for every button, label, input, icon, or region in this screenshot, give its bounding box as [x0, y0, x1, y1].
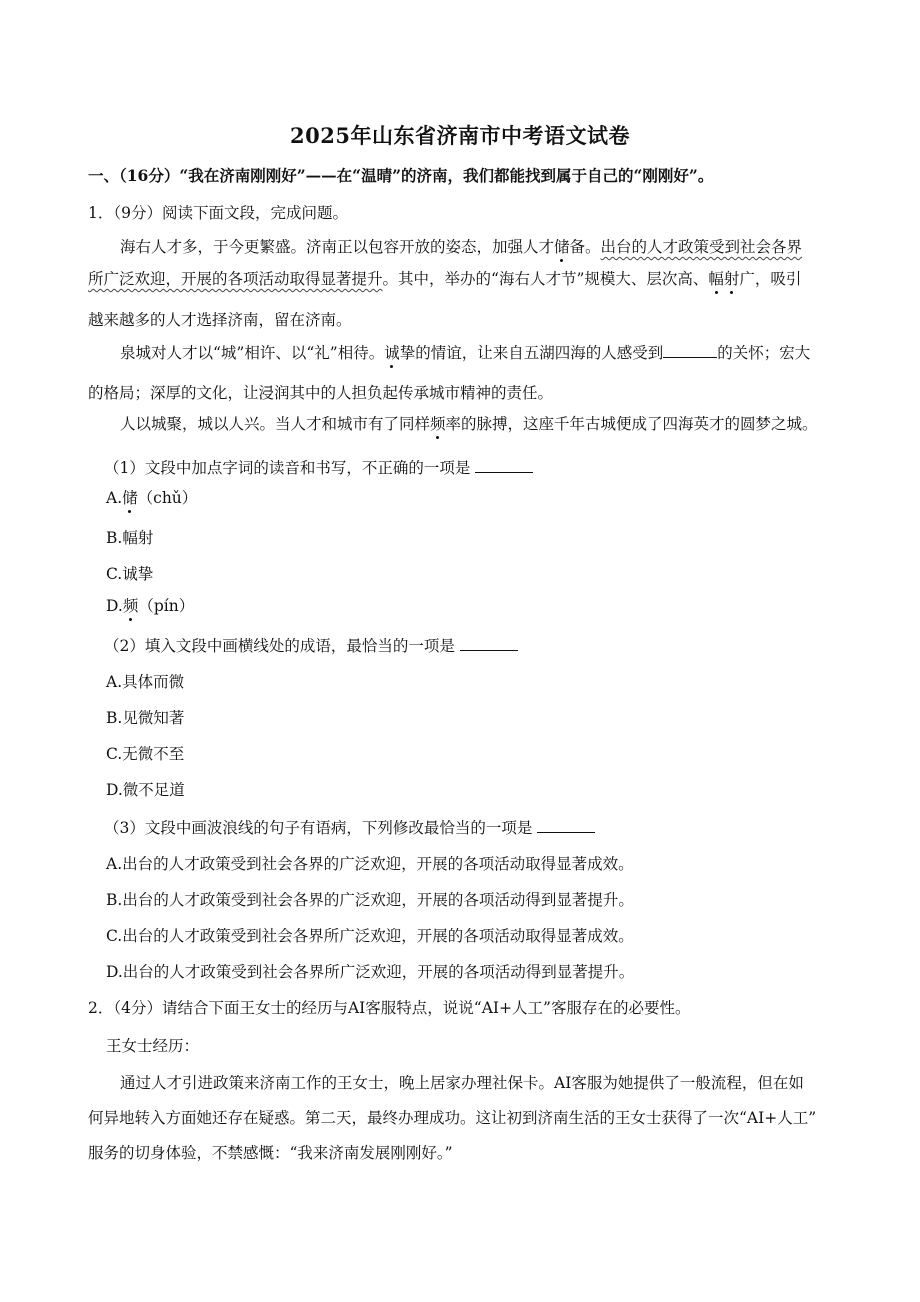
option-letter: D.	[106, 597, 123, 615]
option-1a	[106, 488, 197, 508]
passage-p3-line1	[120, 414, 818, 434]
option-1d	[106, 596, 194, 616]
question-1-stem: 1．（9分）阅读下面文段，完成问题。	[88, 204, 348, 222]
wavy-underlined-text: 所广泛欢迎，开展的各项活动取得显著提升	[88, 270, 383, 288]
option-1b: B.幅射	[106, 529, 154, 547]
passage-p2-line1	[120, 343, 810, 363]
subquestion-text: （2）填入文段中画横线处的成语，最恰当的一项是	[104, 637, 455, 655]
q2-text-line2: 何异地转入方面她还存在疑惑。第二天，最终办理成功。这让初到济南生活的王女士获得了一次“AI+人工”	[88, 1109, 817, 1127]
passage-text: 的关怀；宏大	[717, 344, 811, 362]
dotted-char: 储	[554, 238, 570, 256]
dotted-char: 诚	[384, 344, 400, 362]
passage-p2-line2: 的格局；深厚的文化，让浸润其中的人担负起传承城市精神的责任。	[88, 384, 554, 402]
option-3c: C.出台的人才政策受到社会各界所广泛欢迎，开展的各项活动取得显著成效。	[106, 927, 634, 945]
option-2c: C.无微不至	[106, 745, 185, 763]
fill-blank	[663, 343, 717, 358]
option-letter: A.	[106, 489, 123, 507]
dotted-char: 频	[430, 415, 446, 433]
passage-text: 广，吸引	[739, 270, 802, 288]
passage-p1-line2	[88, 269, 801, 289]
q2-text-line3: 服务的切身体验，不禁感慨：“我来济南发展刚刚好。”	[88, 1144, 453, 1162]
passage-text: 率的脉搏，这座千年古城便成了四海英才的圆梦之城。	[445, 415, 818, 433]
dotted-char: 射	[723, 270, 740, 288]
option-2b: B.见微知著	[106, 709, 185, 727]
dotted-char: 储	[122, 489, 138, 507]
option-2a: A.具体而微	[106, 673, 185, 691]
passage-text: 海右人才多，于今更繁盛。济南正以包容开放的姿态，加强人才	[120, 238, 555, 256]
passage-text: 。其中，举办的“海右人才节”规模大、层次高、	[382, 270, 709, 288]
wavy-underlined-text: 出台的人才政策受到社会各界	[600, 238, 803, 256]
passage-text: 泉城对人才以“城”相许、以“礼”相待。	[120, 344, 385, 362]
passage-text: 备。	[569, 238, 601, 256]
option-text: （chǔ）	[137, 489, 198, 507]
option-text: （pín）	[138, 597, 195, 615]
answer-blank	[475, 458, 533, 473]
subquestion-2-stem	[104, 636, 518, 656]
option-3b: B.出台的人才政策受到社会各界的广泛欢迎，开展的各项活动得到显著提升。	[106, 891, 634, 909]
section-heading: 一、（16分）“我在济南刚刚好”——在“温晴”的济南，我们都能找到属于自己的“刚刚好”。	[88, 166, 714, 185]
dotted-char: 频	[122, 597, 139, 615]
subquestion-1-stem	[104, 458, 533, 478]
subquestion-text: （3）文段中画波浪线的句子有语病，下列修改最恰当的一项是	[104, 819, 533, 837]
q2-label: 王女士经历：	[106, 1037, 200, 1055]
passage-p1-line3: 越来越多的人才选择济南，留在济南。	[88, 311, 352, 329]
question-2-stem: 2．（4分）请结合下面王女士的经历与AI客服特点，说说“AI+人工”客服存在的必要性。	[88, 999, 691, 1017]
passage-text: 挚的情谊，让来自五湖四海的人感受到	[399, 344, 664, 362]
passage-text: 人以城聚，城以人兴。当人才和城市有了同样	[120, 415, 431, 433]
subquestion-3-stem	[104, 818, 595, 838]
option-3d: D.出台的人才政策受到社会各界所广泛欢迎，开展的各项活动得到显著提升。	[106, 963, 635, 981]
answer-blank	[460, 636, 518, 651]
option-3a: A.出台的人才政策受到社会各界的广泛欢迎，开展的各项活动取得显著成效。	[106, 855, 634, 873]
dotted-char: 幅	[708, 270, 724, 288]
subquestion-text: （1）文段中加点字词的读音和书写，不正确的一项是	[104, 459, 471, 477]
passage-p1-line1	[120, 237, 802, 257]
option-2d: D.微不足道	[106, 781, 185, 799]
option-1c: C.诚挚	[106, 565, 154, 583]
answer-blank	[537, 818, 595, 833]
q2-text-line1: 通过人才引进政策来济南工作的王女士，晚上居家办理社保卡。AI客服为她提供了一般流程，但在如	[120, 1074, 804, 1092]
page-title: 2025年山东省济南市中考语文试卷	[290, 123, 630, 148]
